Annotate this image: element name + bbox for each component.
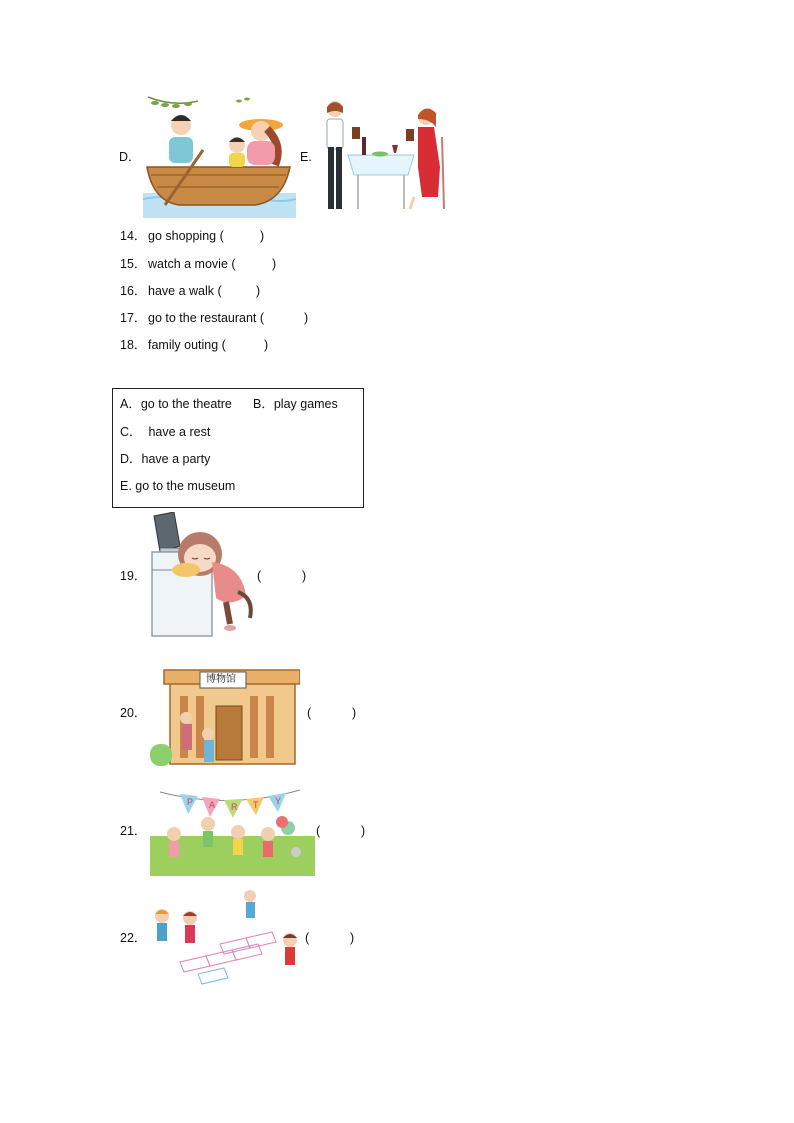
hopscotch-kids-icon [150,888,305,985]
restaurant-couple-icon [318,97,450,214]
item-19-close-paren[interactable]: ) [302,569,307,583]
item-22-open-paren[interactable]: ( [305,931,310,945]
item-21-open-paren[interactable]: ( [316,824,321,838]
item-19-open-paren[interactable]: ( [257,569,262,583]
answer-blank[interactable]: ) [256,284,261,298]
option-e-label: E. [300,150,312,164]
party-flag-y: Y [275,796,282,806]
item-20-number: 20． [120,706,147,720]
options-box [112,388,364,508]
museum-icon [150,652,300,770]
party-flag-p: P [187,797,194,807]
party-flag-r: R [231,802,238,812]
option-d: D．have a party [120,452,211,466]
option-d-label: D． [119,150,141,164]
item-20-open-paren[interactable]: ( [307,706,312,720]
item-22-number: 22． [120,931,147,945]
item-21-close-paren[interactable]: ) [361,824,366,838]
answer-blank[interactable]: ) [304,311,309,325]
option-a: A．go to the theatre [120,397,232,411]
item-20-close-paren[interactable]: ) [352,706,357,720]
item-19-number: 19． [120,569,147,583]
item-21-number: 21． [120,824,147,838]
answer-blank[interactable]: ) [260,229,265,243]
answer-blank[interactable]: ) [264,338,269,352]
option-b: B．play games [253,397,338,411]
party-kids-icon [150,784,315,876]
option-c: C． have a rest [120,425,211,439]
sleeping-girl-icon [150,512,255,637]
party-flag-t: T [253,800,259,810]
item-22-close-paren[interactable]: ) [350,931,355,945]
answer-blank[interactable]: ) [272,257,277,271]
museum-sign-text: 博物馆 [206,674,236,685]
party-flag-a: A [209,800,216,810]
boat-family-icon [143,95,296,218]
option-e: E. go to the museum [120,479,236,493]
